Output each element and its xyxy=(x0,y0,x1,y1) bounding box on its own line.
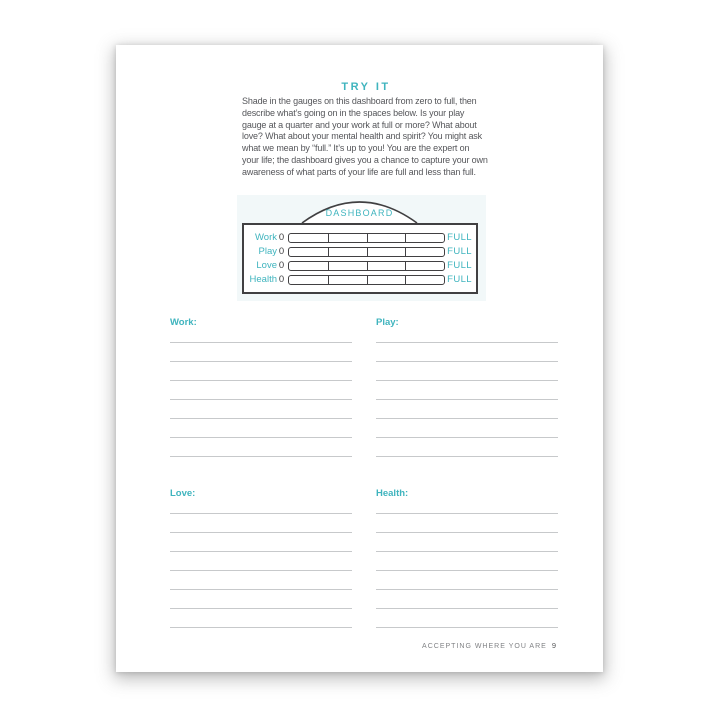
writing-line xyxy=(170,381,352,400)
writing-line xyxy=(376,552,558,571)
section-lines xyxy=(170,503,352,628)
writing-line xyxy=(376,438,558,457)
section-play xyxy=(376,317,558,457)
intro-line: love? What about your mental health and spirit? You might ask xyxy=(242,131,483,142)
writing-line xyxy=(376,400,558,419)
section-label: Work: xyxy=(170,317,197,328)
footer-running-head: ACCEPTING WHERE YOU ARE xyxy=(422,643,547,650)
intro-line: awareness of what parts of your life are full and less than full. xyxy=(242,166,476,177)
gauge-label: Health xyxy=(249,274,277,285)
writing-line xyxy=(170,571,352,590)
writing-line xyxy=(170,609,352,628)
section-label: Health: xyxy=(376,488,409,499)
gauge-bar xyxy=(288,275,445,285)
section-lines xyxy=(170,332,352,457)
writing-line xyxy=(376,533,558,552)
writing-line xyxy=(376,332,558,343)
section-label: Play: xyxy=(376,317,399,328)
writing-line xyxy=(376,362,558,381)
gauge-row-health xyxy=(248,275,472,285)
dashboard-title: DASHBOARD xyxy=(325,208,394,218)
writing-line xyxy=(170,400,352,419)
footer xyxy=(422,641,557,650)
section-work xyxy=(170,317,352,457)
gauge-label: Love xyxy=(256,260,277,271)
workbook-page xyxy=(116,45,603,672)
gauge-bar xyxy=(288,233,445,243)
section-love xyxy=(170,488,352,628)
intro-line: your life; the dashboard gives you a chance to capture your own xyxy=(242,154,488,165)
gauge-zero-label: 0 xyxy=(278,274,285,285)
gauge-box xyxy=(242,223,478,294)
writing-line xyxy=(170,552,352,571)
gauge-row-love xyxy=(248,261,472,271)
writing-line xyxy=(170,419,352,438)
writing-line xyxy=(376,590,558,609)
gauge-label: Play xyxy=(258,246,277,257)
intro-line: describe what’s going on in the spaces below. Is your play xyxy=(242,107,465,118)
writing-line xyxy=(170,590,352,609)
footer-page-number: 9 xyxy=(551,641,557,650)
section-label: Love: xyxy=(170,488,196,499)
writing-line xyxy=(376,571,558,590)
page-title: TRY IT xyxy=(341,81,391,93)
writing-line xyxy=(170,332,352,343)
writing-line xyxy=(376,514,558,533)
sections-grid xyxy=(170,317,558,628)
gauge-bar xyxy=(288,261,445,271)
intro-line: what we mean by “full.” It’s up to you! You are the expert on xyxy=(242,143,470,154)
gauge-full-label: FULL xyxy=(447,274,472,285)
dashboard-figure xyxy=(237,195,486,301)
gauge-zero-label: 0 xyxy=(278,246,285,257)
writing-line xyxy=(170,514,352,533)
gauge-label: Work xyxy=(255,232,277,243)
gauge-full-label: FULL xyxy=(447,246,472,257)
writing-line xyxy=(376,343,558,362)
section-lines xyxy=(376,503,558,628)
writing-line xyxy=(170,343,352,362)
intro-line: gauge at a quarter and your work at full or more? What about xyxy=(242,119,477,130)
writing-line xyxy=(170,503,352,514)
writing-line xyxy=(170,362,352,381)
gauge-zero-label: 0 xyxy=(278,232,285,243)
writing-line xyxy=(376,381,558,400)
gauge-bar xyxy=(288,247,445,257)
gauge-full-label: FULL xyxy=(447,232,472,243)
writing-line xyxy=(376,609,558,628)
gauge-zero-label: 0 xyxy=(278,260,285,271)
intro-paragraph xyxy=(242,96,508,179)
section-health xyxy=(376,488,558,628)
writing-line xyxy=(170,438,352,457)
intro-line: Shade in the gauges on this dashboard from zero to full, then xyxy=(242,96,477,106)
writing-line xyxy=(170,533,352,552)
writing-line xyxy=(376,419,558,438)
section-lines xyxy=(376,332,558,457)
writing-line xyxy=(376,503,558,514)
gauge-row-work xyxy=(248,233,472,243)
gauge-row-play xyxy=(248,247,472,257)
gauge-full-label: FULL xyxy=(447,260,472,271)
